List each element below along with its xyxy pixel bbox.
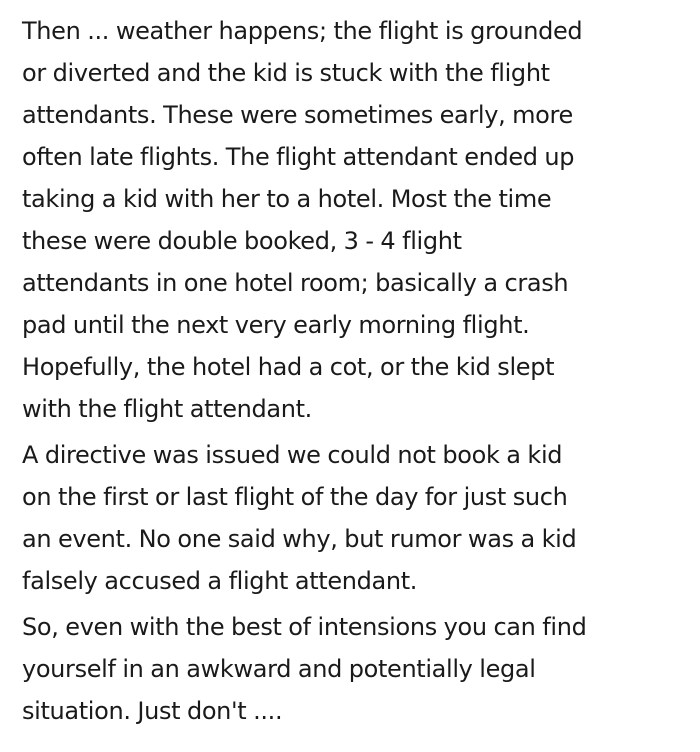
- text-line: A directive was issued we could not book a kid: [22, 441, 563, 469]
- text-line: yourself in an awkward and potentially legal: [22, 655, 536, 683]
- paragraph-3: [22, 606, 672, 732]
- text-line: these were double booked, 3 - 4 flight: [22, 227, 462, 255]
- text-line: Then ... weather happens; the flight is grounded: [22, 17, 583, 45]
- text-line: taking a kid with her to a hotel. Most the time: [22, 185, 552, 213]
- article-text: [22, 10, 672, 736]
- text-line: pad until the next very early morning flight.: [22, 311, 530, 339]
- text-line: or diverted and the kid is stuck with the flight: [22, 59, 550, 87]
- text-line: often late flights. The flight attendant ended up: [22, 143, 575, 171]
- paragraph-1: [22, 10, 672, 430]
- text-line: situation. Just don't ....: [22, 697, 283, 725]
- text-line: So, even with the best of intensions you can find: [22, 613, 587, 641]
- paragraph-2: [22, 434, 672, 602]
- text-line: on the first or last flight of the day for just such: [22, 483, 568, 511]
- text-line: with the flight attendant.: [22, 395, 312, 423]
- text-line: attendants. These were sometimes early, more: [22, 101, 573, 129]
- text-line: attendants in one hotel room; basically a crash: [22, 269, 569, 297]
- text-line: an event. No one said why, but rumor was a kid: [22, 525, 577, 553]
- text-line: falsely accused a flight attendant.: [22, 567, 418, 595]
- text-line: Hopefully, the hotel had a cot, or the kid slept: [22, 353, 555, 381]
